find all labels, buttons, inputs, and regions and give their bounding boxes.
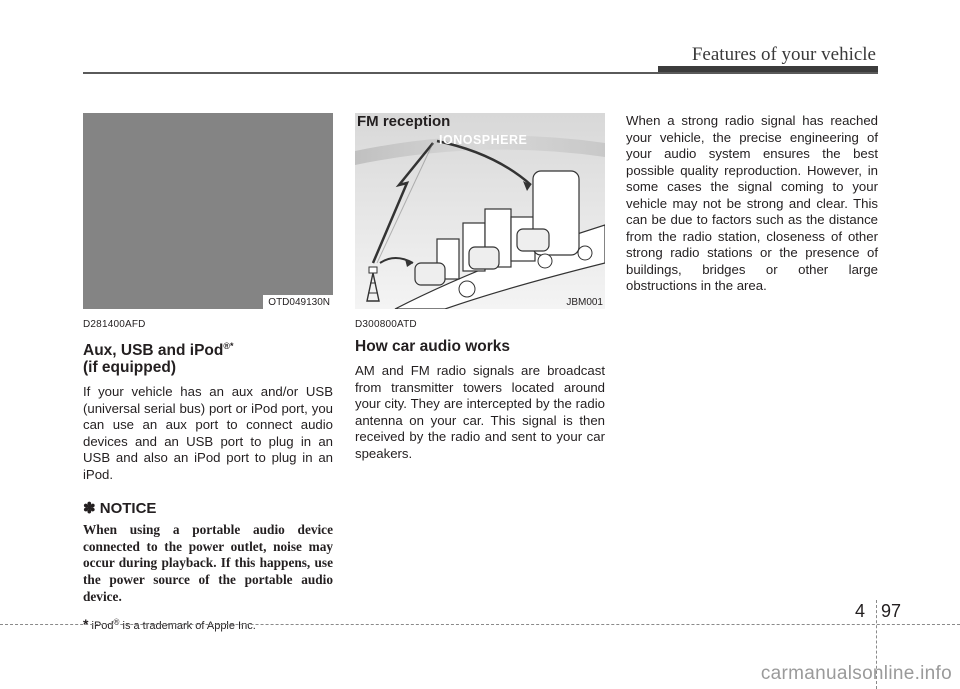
header-rule <box>83 72 878 74</box>
column-signal-quality <box>626 113 878 295</box>
footnote-superscript: ® <box>113 617 120 627</box>
footnote-text: iPod <box>88 620 114 633</box>
section-heading: How car audio works <box>355 338 511 355</box>
figure-title: FM reception <box>357 113 451 130</box>
column-aux-usb <box>83 113 333 632</box>
watermark-text: carmanualsonline.info <box>760 663 952 684</box>
header-title: Features of your vehicle <box>691 44 876 65</box>
section-code: D281400AFD <box>83 319 146 330</box>
heading-superscript: ®* <box>223 341 234 351</box>
notice-heading <box>83 499 333 517</box>
footer-rule <box>0 624 960 625</box>
section-body: When a strong radio signal has reached your vehicle, the precise engineering of your audio system ensures the best possible quality reproduction. However, in some cases the signal coming to your vehicle may not be strong and clear. This can be due to factors such as the distance from the radio station, closeness of other strong radio stations or the presence of buildings, bridges or other large obstructions in the area. <box>626 113 878 293</box>
footnote-star: * <box>83 616 89 633</box>
aux-usb-photo <box>83 113 333 309</box>
figure-code: JBM001 <box>566 297 603 308</box>
notice-icon: ✽ <box>83 500 96 518</box>
ionosphere-label: IONOSPHERE <box>439 133 528 147</box>
figure-code: OTD049130N <box>263 295 333 309</box>
section-body: AM and FM radio signals are broadcast from transmitter towers located around your city. They are intercepted by the radio antenna on your car. This signal is then received by the radio and sent to your car speakers. <box>355 363 605 461</box>
fm-reception-illustration <box>355 113 605 309</box>
page-number: 97 <box>881 601 902 621</box>
chapter-number: 4 <box>855 601 866 621</box>
heading-text: Aux, USB and iPod <box>83 342 224 360</box>
section-heading <box>83 338 333 376</box>
notice-text: When using a portable audio device connected to the power outlet, noise may occur during playback. If this happens, use the power source of the portable audio device. <box>83 522 333 604</box>
section-body: If your vehicle has an aux and/or USB (universal serial bus) port or iPod port, you can use an aux port to connect audio devices and an USB port to plug in an USB and also an iPod port to plug in an iPod. <box>83 384 333 482</box>
heading-subtext: (if equipped) <box>83 359 176 377</box>
footnote-text-end: is a trademark of Apple Inc. <box>119 620 256 633</box>
column-how-audio-works <box>355 113 605 462</box>
section-code: D300800ATD <box>355 319 417 330</box>
header-rule-accent <box>658 66 878 72</box>
notice-title: NOTICE <box>99 500 157 518</box>
